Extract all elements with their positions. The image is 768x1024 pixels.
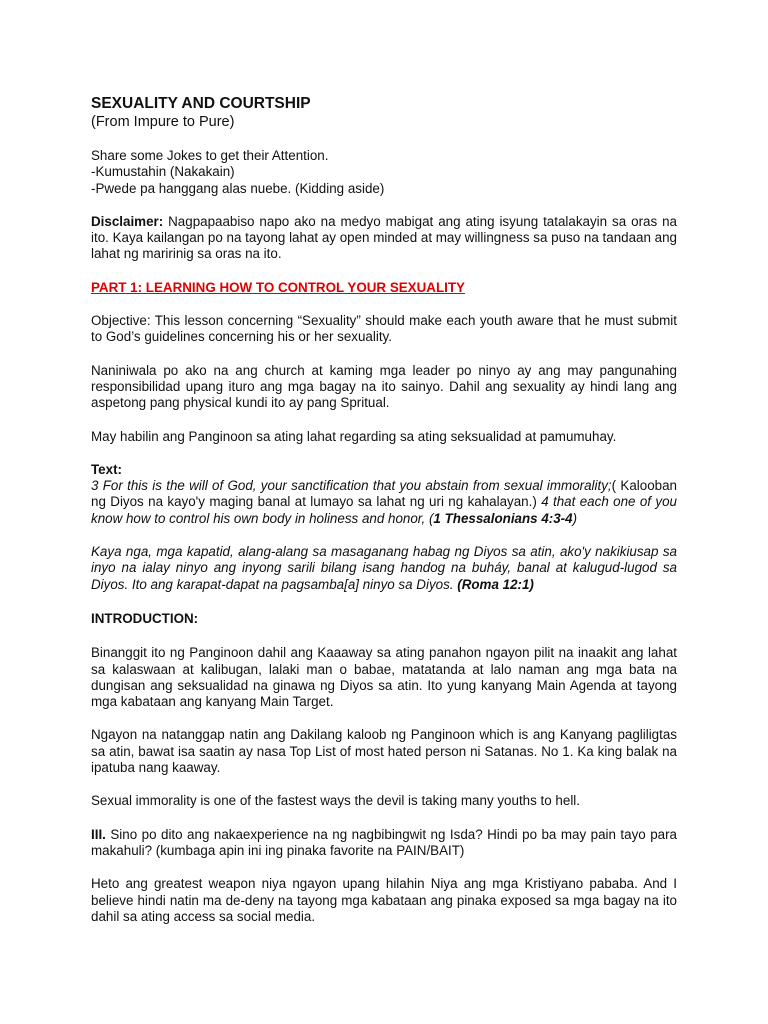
disclaimer-text: Nagpapaabiso napo ako na medyo mabigat ang ating isyung tatalakayin sa oras na ito. Kaya kailangan po na tayong lahat ay open minded at may willingness sa puso na tandaan ang lahat ng maririnig sa oras na ito. <box>91 213 677 262</box>
part1-heading <box>91 280 677 296</box>
habilin-paragraph: May habilin ang Panginoon sa ating lahat regarding sa ating seksualidad at pamumuhay. <box>91 428 617 444</box>
verse-4-close: ) <box>572 510 578 526</box>
scripture-roma <box>91 544 677 593</box>
intro-paragraph-1: Binanggit ito ng Panginoon dahil ang Kaaaway sa ating panahon ngayon pilit na inaakit ang lahat sa kalaswaan at kalibugan, lalaki man o babae, matatanda at lalo naman ang mga bata na dungisan ang seksualidad na ginawa ng Diyos sa atin. Ito yung kanyang Main Agenda at tayong mga kabataan ang kanyang Main Target. <box>91 645 677 710</box>
intro-paragraph-3: Sexual immorality is one of the fastest ways the devil is taking many youths to hell. <box>91 793 580 809</box>
jokes-line-2: -Kumustahin (Nakakain) <box>91 164 235 180</box>
verse-3-tagalog: ( Kalooban ng Diyos na kayo'y maging banal at lumayo sa lahat ng uri ng kahalayan.) <box>91 478 677 510</box>
part1-heading-text: PART 1: LEARNING HOW TO CONTROL YOUR SEXUALITY <box>91 279 465 295</box>
section-iii-paragraph <box>91 827 677 860</box>
introduction-heading <box>91 611 677 627</box>
naniniwala-paragraph: Naniniwala po ako na ang church at kaming mga leader po ninyo ay ang may pangunahing responsibilidad upang ituro ang mga bagay na ito sainyo. Dahil ang sexuality ay hindi lang ang aspetong pang physical kundi ito ay pang Spritual. <box>91 362 677 411</box>
roma-text: Kaya nga, mga kapatid, alang-alang sa masaganang habag ng Diyos sa atin, ako'y nakikiusap sa inyo na ialay ninyo ang inyong sarili bilang isang handog na buháy, banal at kalugud-lugod sa Diyos. Ito ang karapat-dapat na pagsamba[a] ninyo sa Diyos. <box>91 544 677 592</box>
introduction-heading-text: INTRODUCTION: <box>91 610 199 626</box>
verse-3-english: 3 For this is the will of God, your sanctification that you abstain from sexual immorality; <box>91 478 612 494</box>
section-iii-label: III. <box>91 826 106 842</box>
jokes-line-1: Share some Jokes to get their Attention. <box>91 148 329 163</box>
text-label <box>91 462 677 478</box>
verse-4-english: 4 that each one of you know how to control his own body in holiness and honor, ( <box>91 494 677 526</box>
verse-reference-thessalonians: 1 Thessalonians 4:3-4 <box>433 510 573 526</box>
roma-reference: (Roma 12:1) <box>457 576 534 592</box>
text-label-span: Text: <box>91 461 122 477</box>
disclaimer-paragraph <box>91 214 677 263</box>
section-iii-text: Sino po dito ang nakaexperience na ng nagbibingwit ng Isda? Hindi po ba may pain tayo para makahuli? (kumbaga apin ini ing pinaka favorite na PAIN/BAIT) <box>91 826 677 858</box>
objective-paragraph: Objective: This lesson concerning “Sexuality” should make each youth aware that he must submit to God’s guidelines concerning his or her sexuality. <box>91 313 677 345</box>
heto-paragraph: Heto ang greatest weapon niya ngayon upang hilahin Niya ang mga Kristiyano pababa. And I believe hindi natin ma de-deny na tayong mga kabataan ang pinaka exposed sa mga bagay na ito dahil sa ating access sa social media. <box>91 876 677 924</box>
jokes-block <box>91 148 677 197</box>
disclaimer-label: Disclaimer: <box>91 213 164 229</box>
jokes-line-3: -Pwede pa hanggang alas nuebe. (Kidding aside) <box>91 180 385 196</box>
document-title: SEXUALITY AND COURTSHIP <box>91 95 311 112</box>
scripture-thessalonians <box>91 478 677 527</box>
document-subtitle: (From Impure to Pure) <box>91 114 235 130</box>
intro-paragraph-2: Ngayon na natanggap natin ang Dakilang kaloob ng Panginoon which is ang Kanyang pagliligtas sa atin, bawat isa saatin ay nasa Top List of most hated person ni Satanas. No 1. Ka king balak na ipatuba nang kaaway. <box>91 727 677 776</box>
